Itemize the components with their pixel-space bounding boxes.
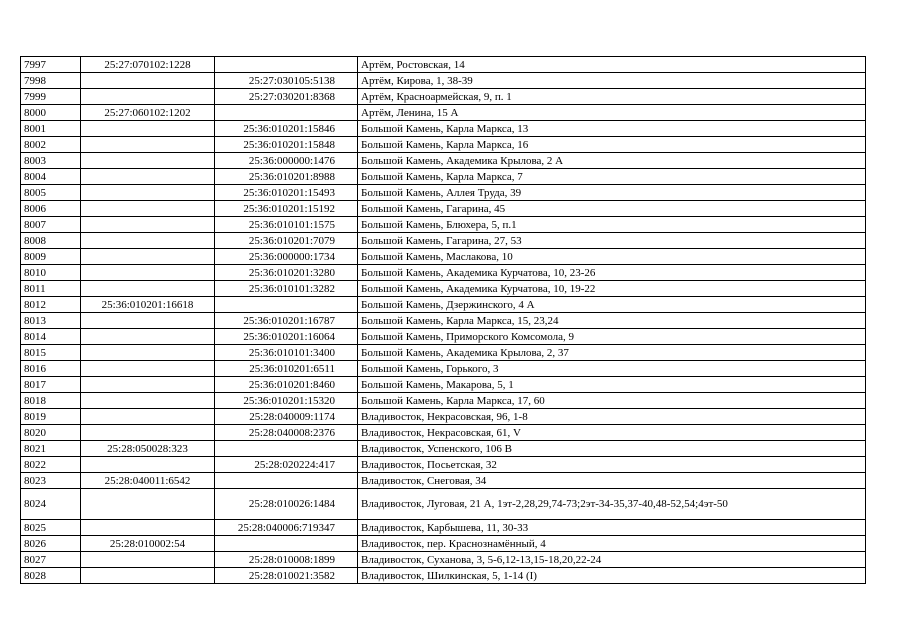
address-cell: Большой Камень, Блюхера, 5, п.1 (358, 217, 866, 233)
row-number-cell: 8002 (21, 137, 81, 153)
row-number-cell: 8022 (21, 457, 81, 473)
row-number-cell: 8004 (21, 169, 81, 185)
row-number-cell: 8000 (21, 105, 81, 121)
row-number-cell: 8006 (21, 201, 81, 217)
row-number-cell: 8014 (21, 329, 81, 345)
cadastral-number-alt-cell (215, 297, 358, 313)
cadastral-number-alt-cell: 25:36:010201:15493 (215, 185, 358, 201)
address-cell: Большой Камень, Карла Маркса, 15, 23,24 (358, 313, 866, 329)
cadastral-number-alt-cell: 25:36:000000:1734 (215, 249, 358, 265)
table-row (21, 185, 866, 201)
table-row (21, 137, 866, 153)
cadastral-number-cell (81, 281, 215, 297)
cadastral-number-cell (81, 393, 215, 409)
cadastral-number-alt-cell: 25:36:010201:8988 (215, 169, 358, 185)
cadastral-number-alt-cell: 25:36:010101:3282 (215, 281, 358, 297)
row-number-cell: 8023 (21, 473, 81, 489)
row-number-cell: 8011 (21, 281, 81, 297)
cadastral-number-cell (81, 552, 215, 568)
cadastral-number-alt-cell: 25:28:040006:719347 (215, 520, 358, 536)
cadastral-number-cell (81, 121, 215, 137)
cadastral-number-alt-cell: 25:27:030105:5138 (215, 73, 358, 89)
cadastral-number-alt-cell: 25:28:040008:2376 (215, 425, 358, 441)
table-row (21, 249, 866, 265)
address-cell: Владивосток, Посьетская, 32 (358, 457, 866, 473)
address-cell: Владивосток, пер. Краснознамённый, 4 (358, 536, 866, 552)
cadastral-number-cell (81, 233, 215, 249)
row-number-cell: 8013 (21, 313, 81, 329)
cadastral-number-cell (81, 329, 215, 345)
address-cell: Большой Камень, Маслакова, 10 (358, 249, 866, 265)
cadastral-number-alt-cell: 25:28:020224:417 (215, 457, 358, 473)
table-row (21, 89, 866, 105)
address-cell: Большой Камень, Карла Маркса, 16 (358, 137, 866, 153)
table-row (21, 536, 866, 552)
table-row (21, 457, 866, 473)
address-cell: Большой Камень, Гагарина, 45 (358, 201, 866, 217)
table-row (21, 361, 866, 377)
address-cell: Владивосток, Успенского, 106 В (358, 441, 866, 457)
address-cell: Владивосток, Луговая, 21 А, 1эт-2,28,29,74-73;2эт-34-35,37-40,48-52,54;4эт-50 (358, 489, 866, 520)
cadastral-number-alt-cell: 25:27:030201:8368 (215, 89, 358, 105)
cadastral-number-cell: 25:27:070102:1228 (81, 57, 215, 73)
address-cell: Владивосток, Некрасовская, 61, V (358, 425, 866, 441)
cadastral-number-alt-cell: 25:36:010201:15846 (215, 121, 358, 137)
cadastral-number-cell (81, 73, 215, 89)
row-number-cell: 8016 (21, 361, 81, 377)
cadastral-number-cell: 25:28:050028:323 (81, 441, 215, 457)
row-number-cell: 7999 (21, 89, 81, 105)
cadastral-number-alt-cell (215, 473, 358, 489)
property-table (20, 56, 866, 584)
row-number-cell: 8021 (21, 441, 81, 457)
cadastral-number-alt-cell (215, 57, 358, 73)
cadastral-number-cell (81, 265, 215, 281)
table-row (21, 297, 866, 313)
cadastral-number-cell (81, 409, 215, 425)
cadastral-number-alt-cell: 25:36:010201:15848 (215, 137, 358, 153)
row-number-cell: 8019 (21, 409, 81, 425)
cadastral-number-cell (81, 489, 215, 520)
table-row (21, 393, 866, 409)
table-row (21, 313, 866, 329)
address-cell: Артём, Ростовская, 14 (358, 57, 866, 73)
address-cell: Артём, Ленина, 15 А (358, 105, 866, 121)
cadastral-number-alt-cell (215, 105, 358, 121)
table-row (21, 520, 866, 536)
cadastral-number-alt-cell: 25:36:010201:16064 (215, 329, 358, 345)
cadastral-number-alt-cell: 25:28:010021:3582 (215, 568, 358, 584)
address-cell: Большой Камень, Академика Крылова, 2, 37 (358, 345, 866, 361)
cadastral-number-cell (81, 568, 215, 584)
cadastral-number-cell (81, 425, 215, 441)
cadastral-number-alt-cell: 25:36:010201:3280 (215, 265, 358, 281)
address-cell: Артём, Красноармейская, 9, п. 1 (358, 89, 866, 105)
row-number-cell: 8010 (21, 265, 81, 281)
cadastral-number-cell (81, 137, 215, 153)
cadastral-number-cell: 25:27:060102:1202 (81, 105, 215, 121)
table-row (21, 73, 866, 89)
table-row (21, 425, 866, 441)
address-cell: Большой Камень, Карла Маркса, 17, 60 (358, 393, 866, 409)
table-row (21, 329, 866, 345)
cadastral-number-alt-cell: 25:36:010101:1575 (215, 217, 358, 233)
row-number-cell: 8018 (21, 393, 81, 409)
cadastral-number-alt-cell: 25:28:040009:1174 (215, 409, 358, 425)
cadastral-number-cell (81, 249, 215, 265)
cadastral-number-alt-cell: 25:36:010201:6511 (215, 361, 358, 377)
table-row (21, 281, 866, 297)
cadastral-number-cell: 25:28:040011:6542 (81, 473, 215, 489)
table-row (21, 233, 866, 249)
cadastral-number-cell (81, 313, 215, 329)
row-number-cell: 8027 (21, 552, 81, 568)
address-cell: Большой Камень, Гагарина, 27, 53 (358, 233, 866, 249)
row-number-cell: 8028 (21, 568, 81, 584)
cadastral-number-alt-cell: 25:36:010201:15192 (215, 201, 358, 217)
row-number-cell: 7997 (21, 57, 81, 73)
table-row (21, 201, 866, 217)
row-number-cell: 8009 (21, 249, 81, 265)
table-row (21, 489, 866, 520)
cadastral-number-cell (81, 345, 215, 361)
cadastral-number-alt-cell (215, 441, 358, 457)
cadastral-number-alt-cell: 25:36:010101:3400 (215, 345, 358, 361)
cadastral-number-alt-cell: 25:36:010201:16787 (215, 313, 358, 329)
cadastral-number-cell (81, 361, 215, 377)
table-row (21, 265, 866, 281)
cadastral-number-cell (81, 457, 215, 473)
table-row (21, 169, 866, 185)
address-cell: Владивосток, Снеговая, 34 (358, 473, 866, 489)
cadastral-number-cell (81, 153, 215, 169)
cadastral-number-alt-cell: 25:36:010201:8460 (215, 377, 358, 393)
cadastral-number-cell: 25:36:010201:16618 (81, 297, 215, 313)
cadastral-number-cell (81, 377, 215, 393)
cadastral-number-alt-cell: 25:36:000000:1476 (215, 153, 358, 169)
table-row (21, 217, 866, 233)
address-cell: Большой Камень, Макарова, 5, 1 (358, 377, 866, 393)
cadastral-number-cell (81, 217, 215, 233)
cadastral-number-cell (81, 169, 215, 185)
table-row (21, 409, 866, 425)
cadastral-number-alt-cell: 25:36:010201:7079 (215, 233, 358, 249)
row-number-cell: 8001 (21, 121, 81, 137)
address-cell: Большой Камень, Академика Курчатова, 10, 19-22 (358, 281, 866, 297)
address-cell: Большой Камень, Карла Маркса, 13 (358, 121, 866, 137)
row-number-cell: 8024 (21, 489, 81, 520)
table-row (21, 121, 866, 137)
address-cell: Владивосток, Шилкинская, 5, 1-14 (I) (358, 568, 866, 584)
cadastral-number-alt-cell: 25:28:010026:1484 (215, 489, 358, 520)
table-row (21, 345, 866, 361)
table-row (21, 473, 866, 489)
cadastral-number-alt-cell: 25:36:010201:15320 (215, 393, 358, 409)
row-number-cell: 8025 (21, 520, 81, 536)
address-cell: Большой Камень, Академика Курчатова, 10, 23-26 (358, 265, 866, 281)
row-number-cell: 8020 (21, 425, 81, 441)
address-cell: Большой Камень, Приморского Комсомола, 9 (358, 329, 866, 345)
cadastral-number-cell (81, 520, 215, 536)
row-number-cell: 8008 (21, 233, 81, 249)
address-cell: Большой Камень, Дзержинского, 4 А (358, 297, 866, 313)
row-number-cell: 8015 (21, 345, 81, 361)
address-cell: Владивосток, Карбышева, 11, 30-33 (358, 520, 866, 536)
row-number-cell: 8005 (21, 185, 81, 201)
table-row (21, 105, 866, 121)
property-table-body (21, 57, 866, 584)
cadastral-number-cell: 25:28:010002:54 (81, 536, 215, 552)
table-row (21, 568, 866, 584)
row-number-cell: 8017 (21, 377, 81, 393)
address-cell: Большой Камень, Академика Крылова, 2 А (358, 153, 866, 169)
cadastral-number-alt-cell: 25:28:010008:1899 (215, 552, 358, 568)
address-cell: Артём, Кирова, 1, 38-39 (358, 73, 866, 89)
table-row (21, 153, 866, 169)
cadastral-number-cell (81, 185, 215, 201)
table-row (21, 441, 866, 457)
cadastral-number-cell (81, 201, 215, 217)
address-cell: Владивосток, Суханова, 3, 5-6,12-13,15-18,20,22-24 (358, 552, 866, 568)
table-row (21, 552, 866, 568)
table-row (21, 57, 866, 73)
address-cell: Большой Камень, Аллея Труда, 39 (358, 185, 866, 201)
address-cell: Большой Камень, Горького, 3 (358, 361, 866, 377)
row-number-cell: 8026 (21, 536, 81, 552)
address-cell: Владивосток, Некрасовская, 96, 1-8 (358, 409, 866, 425)
row-number-cell: 8007 (21, 217, 81, 233)
address-cell: Большой Камень, Карла Маркса, 7 (358, 169, 866, 185)
cadastral-number-cell (81, 89, 215, 105)
row-number-cell: 8012 (21, 297, 81, 313)
row-number-cell: 7998 (21, 73, 81, 89)
row-number-cell: 8003 (21, 153, 81, 169)
table-row (21, 377, 866, 393)
cadastral-number-alt-cell (215, 536, 358, 552)
